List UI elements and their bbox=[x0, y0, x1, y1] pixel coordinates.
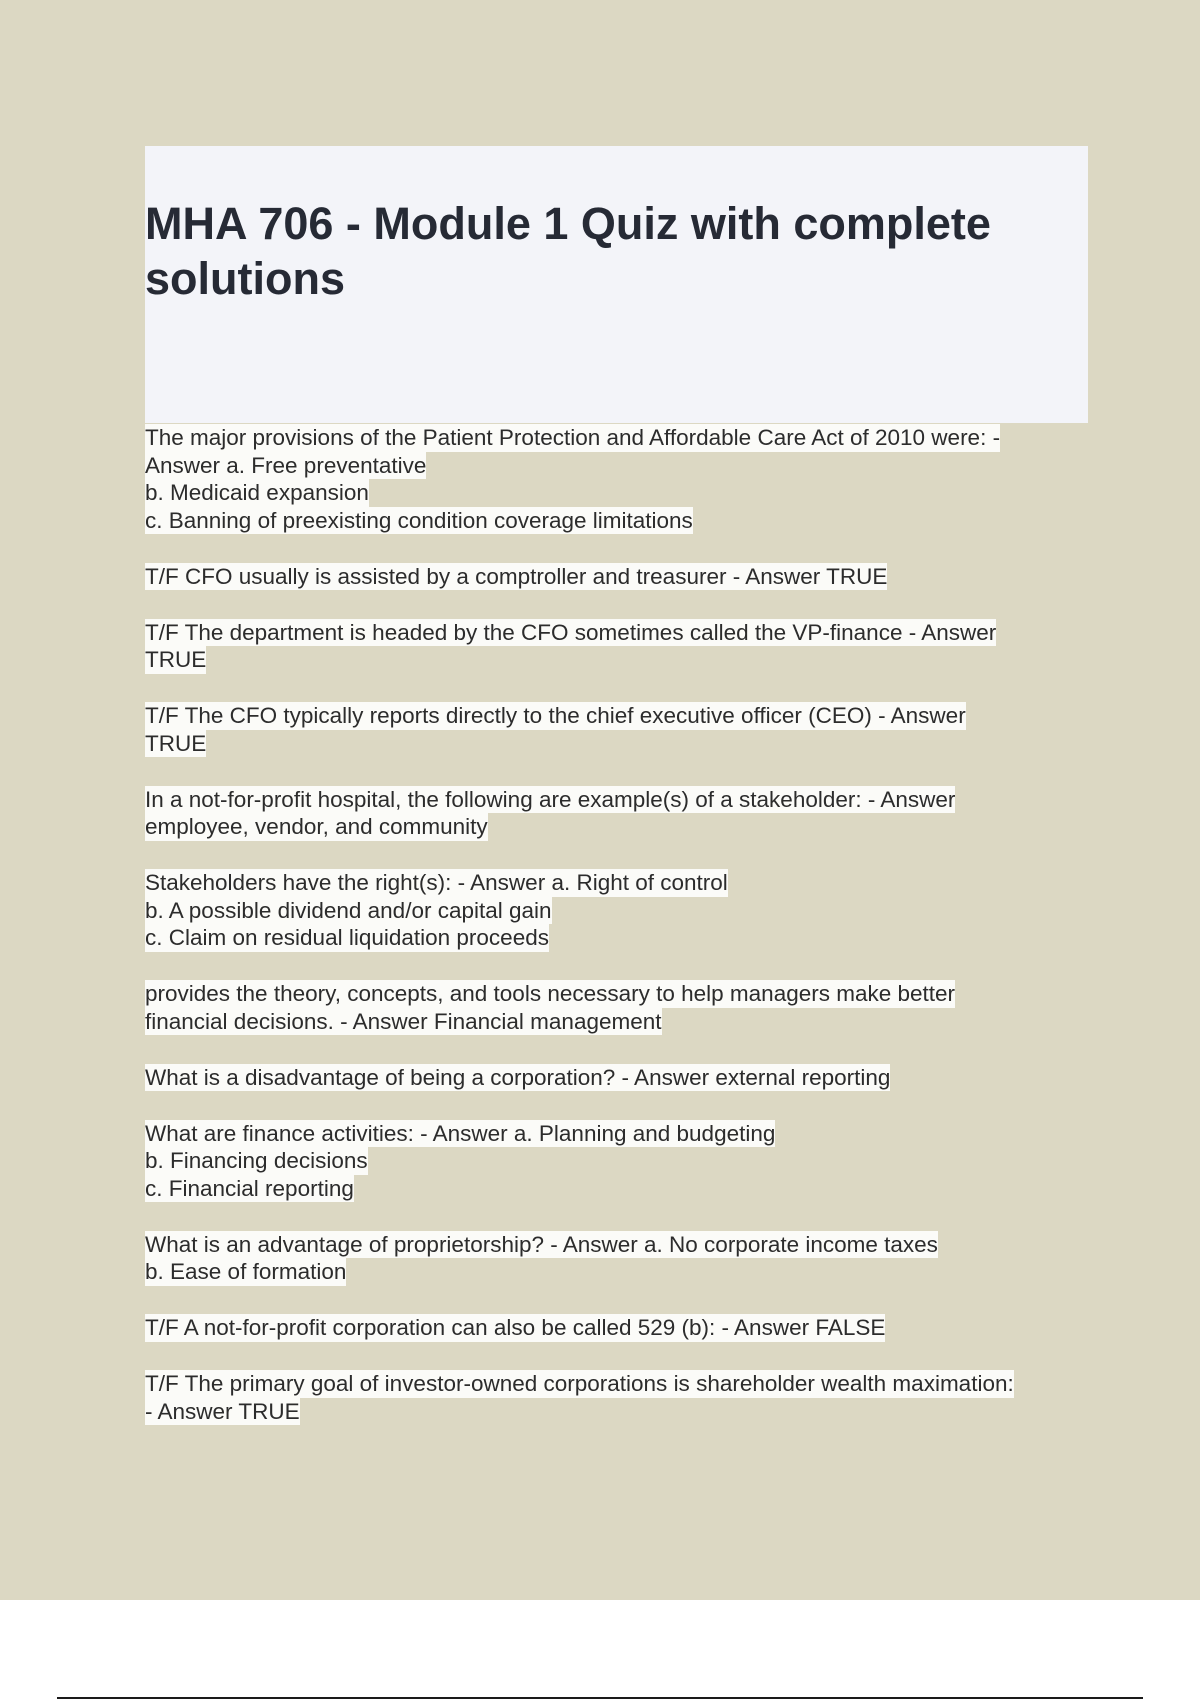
qa-text-line: provides the theory, concepts, and tools necessary to help managers make better bbox=[145, 981, 956, 1006]
page-title-line: MHA 706 - Module 1 Quiz with complete bbox=[145, 198, 991, 249]
qa-item bbox=[145, 1231, 1095, 1286]
qa-text-line: c. Banning of preexisting condition coverage limitations bbox=[145, 507, 693, 533]
qa-text-line: b. Financing decisions bbox=[145, 1148, 368, 1173]
qa-item bbox=[145, 1370, 1095, 1425]
qa-text-line: T/F The primary goal of investor-owned corporations is shareholder wealth maximation: bbox=[145, 1371, 1014, 1396]
qa-text-line: What are finance activities: - Answer a. Planning and budgeting bbox=[145, 1120, 776, 1146]
qa-item bbox=[145, 563, 1095, 591]
qa-text-line: T/F A not-for-profit corporation can also be called 529 (b): - Answer FALSE bbox=[145, 1315, 886, 1340]
qa-text-line: financial decisions. - Answer Financial management bbox=[145, 1008, 662, 1034]
footer-divider bbox=[57, 1697, 1143, 1699]
qa-item bbox=[145, 786, 1095, 841]
qa-item bbox=[145, 702, 1095, 757]
qa-text-line: What is a disadvantage of being a corporation? - Answer external reporting bbox=[145, 1064, 891, 1090]
page-title bbox=[145, 196, 1088, 306]
qa-text-line: b. Medicaid expansion bbox=[145, 480, 369, 505]
qa-text-line: What is an advantage of proprietorship? - Answer a. No corporate income taxes bbox=[145, 1231, 938, 1257]
qa-item bbox=[145, 980, 1095, 1035]
qa-item bbox=[145, 619, 1095, 674]
qa-item bbox=[145, 1314, 1095, 1342]
qa-text-line: Stakeholders have the right(s): - Answer a. Right of control bbox=[145, 870, 728, 895]
qa-text-line: T/F The CFO typically reports directly to the chief executive officer (CEO) - Answer bbox=[145, 703, 966, 728]
qa-text-line: In a not-for-profit hospital, the following are example(s) of a stakeholder: - Answer bbox=[145, 786, 956, 812]
qa-text-line: b. Ease of formation bbox=[145, 1259, 347, 1284]
qa-text-line: TRUE bbox=[145, 647, 207, 672]
qa-text-line: - Answer TRUE bbox=[145, 1398, 300, 1424]
qa-item bbox=[145, 1120, 1095, 1203]
qa-item bbox=[145, 424, 1095, 534]
qa-text-line: c. Financial reporting bbox=[145, 1175, 354, 1201]
qa-list bbox=[145, 424, 1095, 1454]
qa-text-line: TRUE bbox=[145, 730, 207, 756]
qa-text-line: The major provisions of the Patient Protection and Affordable Care Act of 2010 were: - bbox=[145, 425, 1001, 450]
qa-text-line: employee, vendor, and community bbox=[145, 814, 488, 839]
qa-item bbox=[145, 869, 1095, 952]
qa-text-line: Answer a. Free preventative bbox=[145, 452, 427, 478]
qa-item bbox=[145, 1064, 1095, 1092]
qa-text-line: T/F CFO usually is assisted by a comptroller and treasurer - Answer TRUE bbox=[145, 563, 888, 589]
qa-text-line: c. Claim on residual liquidation proceeds bbox=[145, 925, 549, 950]
qa-text-line: b. A possible dividend and/or capital gain bbox=[145, 897, 552, 923]
qa-text-line: T/F The department is headed by the CFO sometimes called the VP-finance - Answer bbox=[145, 619, 997, 645]
page-title-line: solutions bbox=[145, 253, 345, 304]
